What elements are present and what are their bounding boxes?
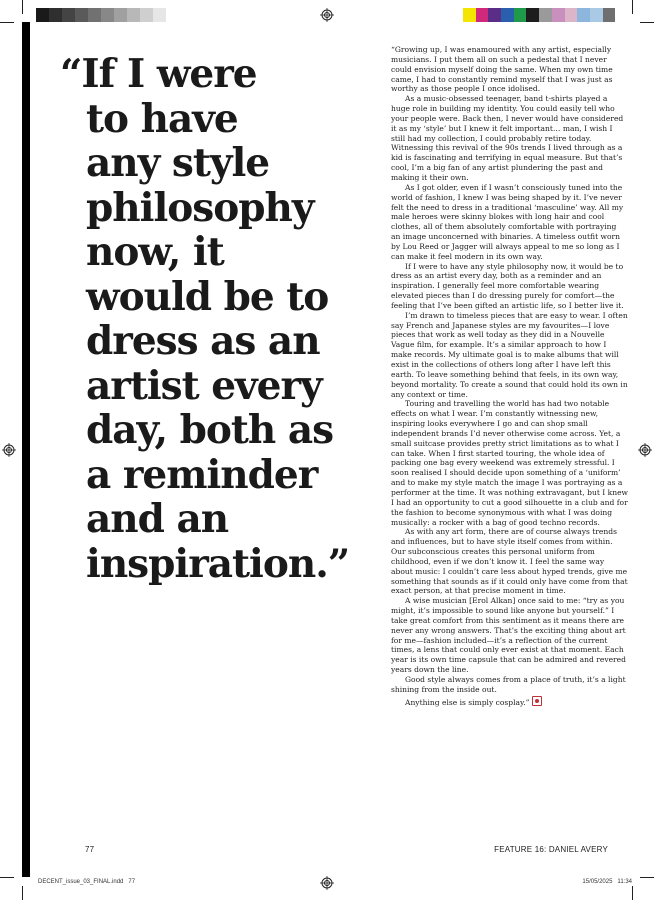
color-swatch (101, 8, 114, 22)
crop-mark (22, 886, 23, 900)
pull-quote-line: and an (86, 496, 229, 542)
file-slug: DECENT_issue_03_FINAL.indd 77 (38, 879, 136, 885)
article-paragraph: If I were to have any style philosophy now, it would be to dress as an artist every day, both as a reminder and an inspiration. I generally feel more comfortable wearing elevated pieces than I do dressing purely for comfort—the feeling that I’ve been gifted an artistic life, so I better live it. (391, 261, 624, 310)
color-swatch (590, 8, 603, 22)
endmark-icon (532, 696, 542, 706)
registration-mark-icon (638, 443, 652, 457)
crop-mark (0, 877, 14, 878)
crop-mark (632, 0, 633, 14)
color-swatch (140, 8, 153, 22)
pull-quote-line: any style (86, 140, 270, 186)
color-swatch (526, 8, 539, 22)
color-swatch (488, 8, 501, 22)
color-swatch (49, 8, 62, 22)
color-swatch (153, 8, 166, 22)
color-swatch (577, 8, 590, 22)
section-title: FEATURE 16: DANIEL AVERY (494, 845, 608, 854)
pull-quote-line: dress as an (86, 318, 320, 364)
article-paragraph: As a music-obsessed teenager, band t-shirts played a huge role in building my identity. You could easily tell who your people were. Back then, I never would have considered it as my ‘style’ but I knew it felt important… man, I wish I still had my collection, I could probably retire today. Witnessing this revival of the 90s trends I lived through as a kid is fascinating and terrifying in equal measure. But that’s cool, I’m a big fan of any artist plundering the past and making it their own. (391, 94, 624, 182)
grey-swatch-bar (36, 8, 166, 22)
color-swatch (75, 8, 88, 22)
pull-quote-line: to have (86, 95, 238, 142)
color-swatch (552, 8, 565, 22)
page-number: 77 (85, 845, 95, 854)
article-paragraph: As with any art form, there are of course always trends and influences, but to have style itself comes from within. Our subconscious creates this personal uniform from childhood, even if we don’t know it. I feel the same way about music: I couldn’t care less about hyped trends, give me something that sounds as if it could only have come from that exact person, at that precise moment in time. (391, 527, 628, 596)
article-paragraph: I’m drawn to timeless pieces that are easy to wear. I often say French and Japanese styles are my favourites—I love pieces that work as well today as they did in a Nouvelle Vague film, for example. It’s a similar approach to how I make records. My ultimate goal is to make albums that will exist in the collections of others long after I have left this earth. To leave something behind that feels, in its own way, beyond mortality. To create a sound that could hold its own in any context or time. (391, 310, 628, 399)
color-swatch (539, 8, 552, 22)
pull-quote-line: “If I were (60, 51, 257, 97)
print-timestamp: 15/05/2025 11:34 (582, 879, 632, 885)
color-swatch (565, 8, 578, 22)
crop-mark (0, 22, 14, 23)
color-swatch (603, 8, 616, 22)
pull-quote-line: philosophy (86, 184, 314, 231)
color-swatch (127, 8, 140, 22)
article-body (391, 45, 628, 708)
pull-quote-line: inspiration.” (86, 540, 350, 587)
color-swatch (36, 8, 49, 22)
pull-quote (60, 52, 360, 586)
color-swatch (88, 8, 101, 22)
color-swatch (114, 8, 127, 22)
color-swatch (476, 8, 489, 22)
color-swatch (501, 8, 514, 22)
article-paragraph: “Growing up, I was enamoured with any artist, especially musicians. I put them all on such a pedestal that I never could envision myself doing the same. When my own time came, I had to constantly remind myself that I was just as worthy as those people I once idolised. (391, 45, 613, 94)
article-paragraph: As I got older, even if I wasn’t consciously tuned into the world of fashion, I knew I was being shaped by it. I’ve never felt the need to dress in a traditional ‘masculine’ way. All my male heroes were skinny blokes with long hair and cool clothes, all of them absolutely comfortable with portraying an image unconcerned with binaries. A timeless outfit worn by Lou Reed or Jagger will always appeal to me so long as I can make it feel modern in its own way. (391, 182, 624, 261)
pull-quote-line: a reminder (86, 451, 318, 498)
article-closing-line: Anything else is simply cosplay.” (405, 697, 530, 707)
left-page-rule (22, 22, 30, 877)
registration-mark-icon (2, 443, 16, 457)
article-paragraph: Good style always comes from a place of truth, it’s a light shining from the inside out. (391, 675, 626, 694)
crop-mark (640, 877, 654, 878)
article-paragraph: A wise musician [Erol Alkan] once said to me: “try as you might, it’s impossible to sound like anyone but yourself.” I take great comfort from this sentiment as it means there are never any wrong answers. That’s the exciting thing about art for me—fashion included—it’s a reflection of the current times, a lens that could only ever exist at that moment. Each year is its own time capsule that can be admired and revered years down the line. (391, 596, 626, 675)
crop-mark (22, 0, 23, 14)
pull-quote-line: now, it (86, 229, 224, 275)
color-swatch (62, 8, 75, 22)
color-swatch-bar (463, 8, 615, 22)
pull-quote-line: would be to (86, 273, 329, 320)
article-paragraph: Touring and travelling the world has had two notable effects on what I wear. I’m constantly witnessing new, inspiring looks everywhere I go and can shop small independent brands I’d never otherwise come across. Yet, a small suitcase provides pretty strict limitations as to what I can take. When I first started touring, the whole idea of packing one bag every weekend was extremely stressful. I soon realised I should decide upon something of a ‘uniform’ and to make my style match the image I was portraying as a performer at the time. It was nothing extravagant, but I knew I had an opportunity to cut a good silhouette in a club and for the fashion to become synonymous with what I was doing musically: a rocker with a bag of good techno records. (391, 399, 628, 527)
registration-mark-icon (320, 876, 334, 890)
pull-quote-line: day, both as (86, 407, 334, 453)
pull-quote-line: artist every (86, 362, 322, 409)
registration-mark-icon (320, 8, 334, 22)
color-swatch (514, 8, 527, 22)
article-last-paragraph (391, 695, 628, 708)
crop-mark (640, 22, 654, 23)
crop-mark (632, 886, 633, 900)
color-swatch (463, 8, 476, 22)
